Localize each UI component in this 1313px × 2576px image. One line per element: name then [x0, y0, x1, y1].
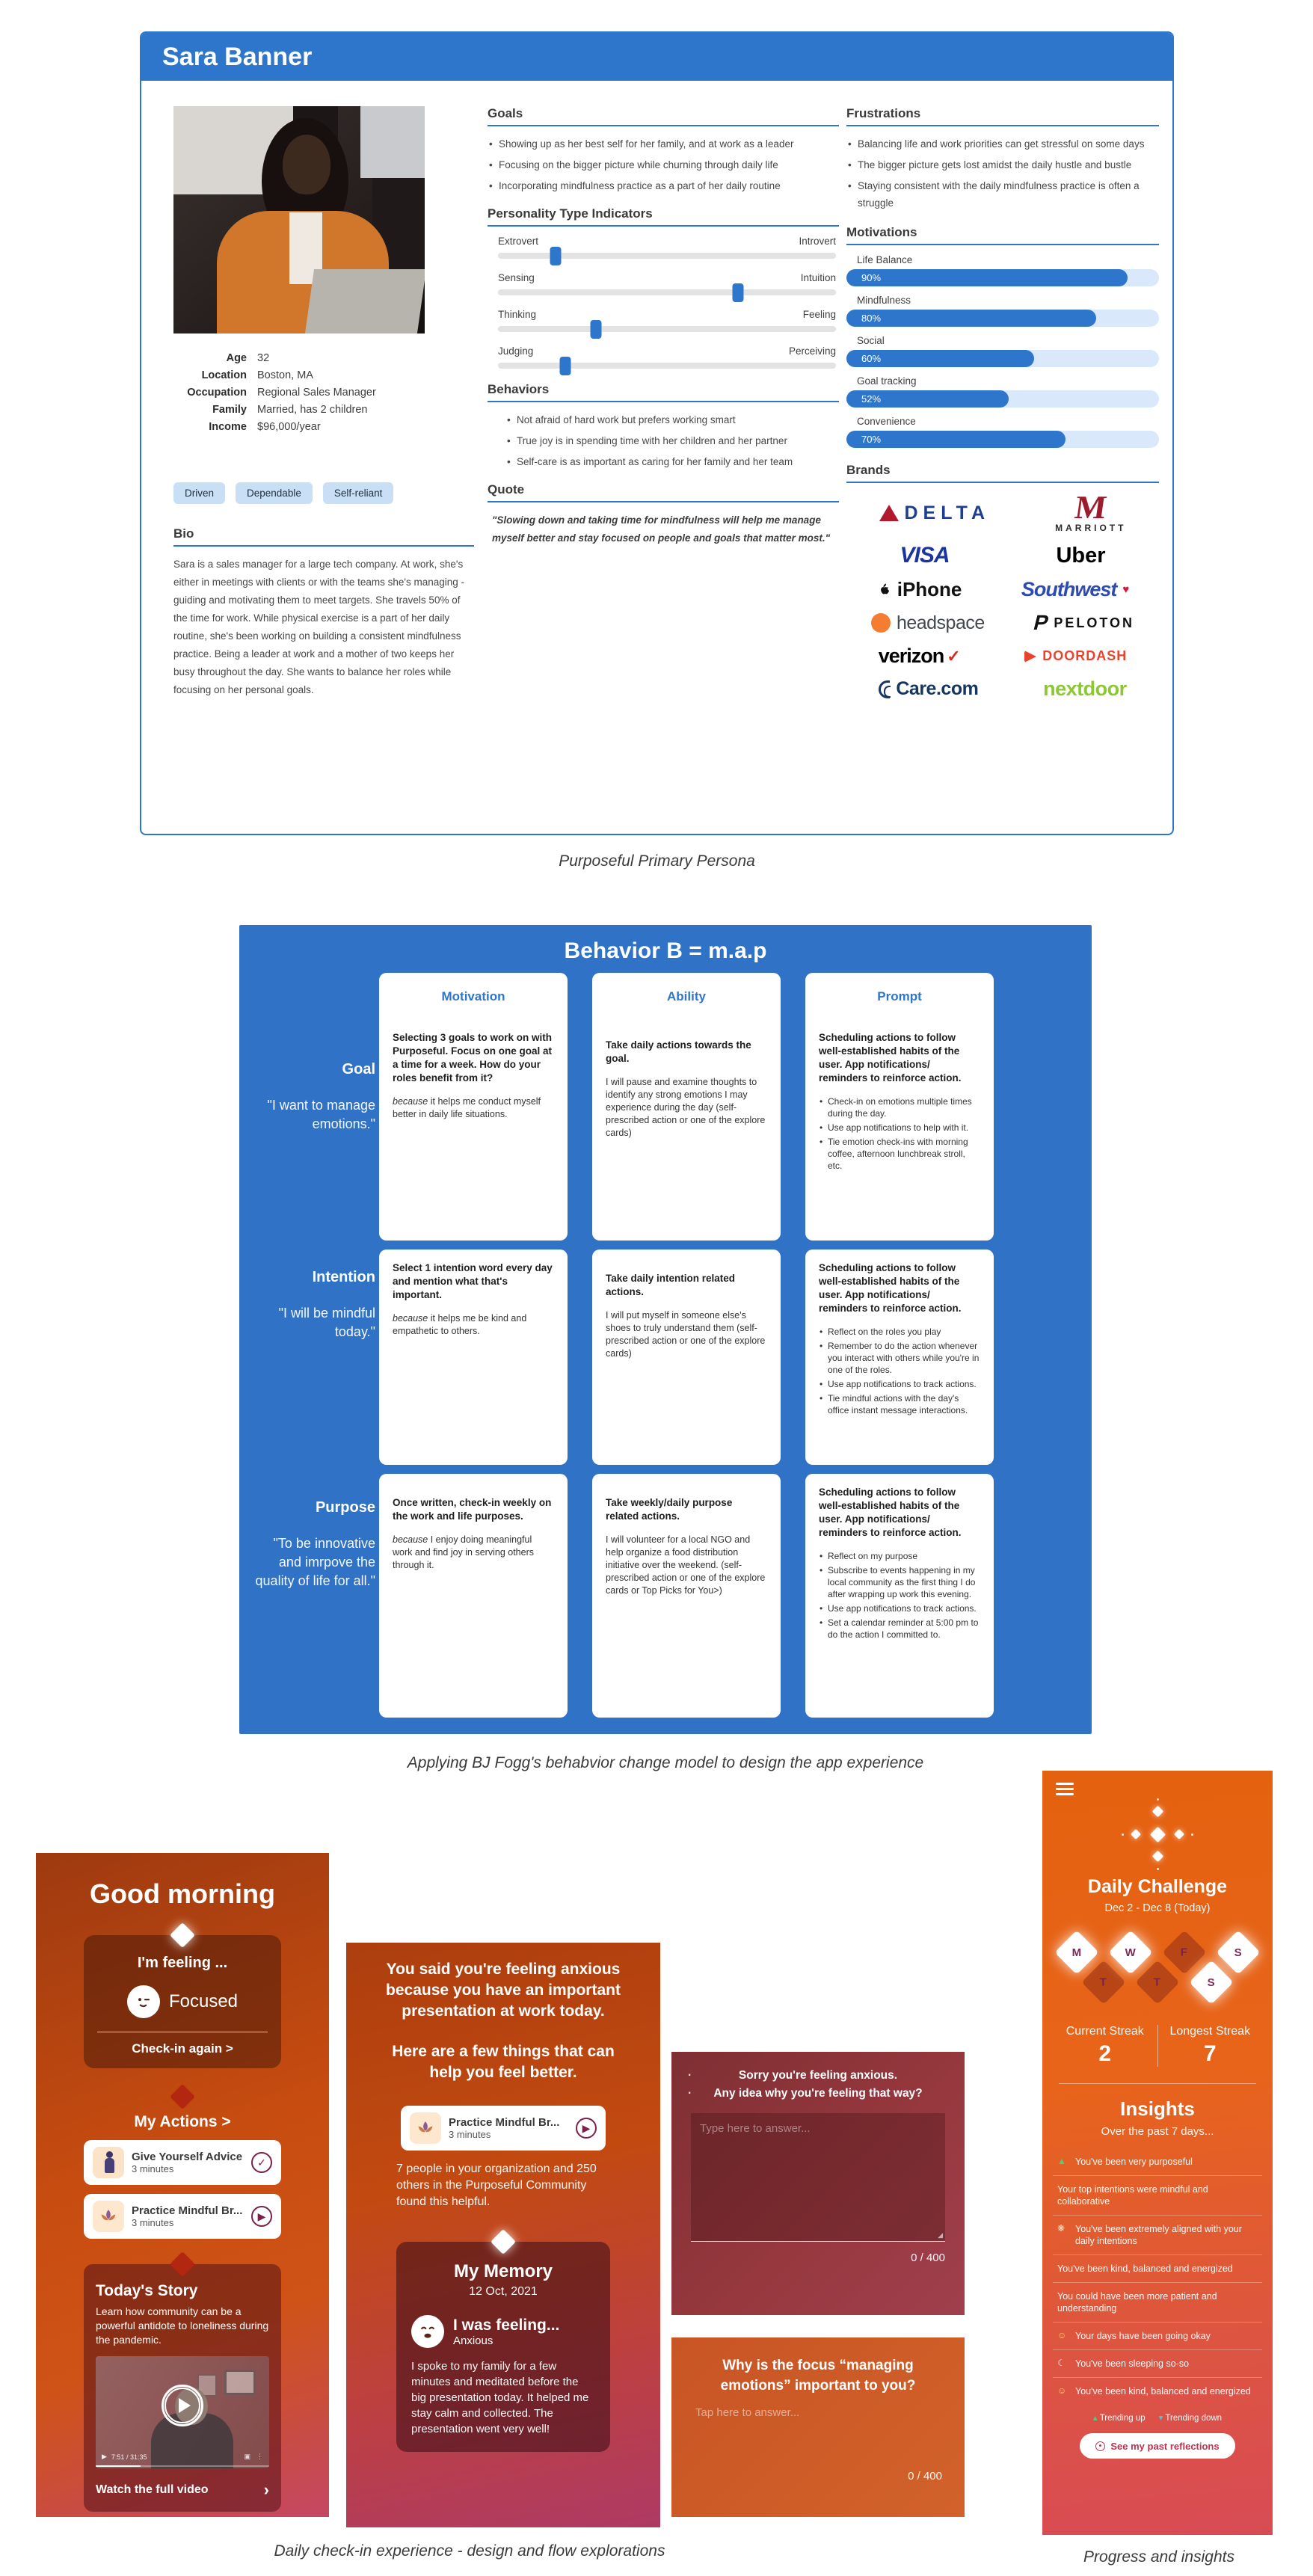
story-description: Learn how community can be a powerful antidote to loneliness during the pandemic. — [96, 2305, 269, 2346]
memory-feeling-label: I was feeling... — [453, 2316, 560, 2334]
delta-logo: DELTA — [879, 502, 991, 524]
answer-textarea[interactable] — [691, 2113, 945, 2242]
demographic-row: Age 32 — [226, 352, 270, 364]
peloton-logo: P PELOTON — [1030, 611, 1135, 634]
cell-goal-prompt: Prompt Scheduling actions to follow well-established habits of the user. App notifications/ reminders to reinforce action. • Check-in on emotions multiple times during the day. • Use app notifications to help with it. • Tie emotion check-ins with morning coffee, afternoon lunchbreak stroll, etc. — [805, 973, 994, 1241]
column-header-ability: Ability — [667, 989, 706, 1003]
row-label-intention: Intention "I will be mindful today." — [278, 1269, 375, 1339]
goals-list — [488, 135, 839, 194]
frustrations-list — [846, 135, 1159, 212]
phone-progress-insights — [1042, 1771, 1273, 2535]
behavior-item: • True joy is in spending time with her children and her partner — [505, 432, 839, 449]
bio-text: Sara is a sales manager for a large tech company. At work, she's either in meetings with clients or with the teams she's managing - guiding and motivating them to meet targets. She travels 50% of the time for work. While physical exercise is a part of her daily routine, she's been working on building a consistent mindfulness practice. Being a leader at work and a mother of two keeps her busy throughout the day. She wants to balance her roles while focusing on her personal goals. — [173, 559, 465, 695]
reflections-icon — [1095, 2441, 1105, 2451]
southwest-heart-icon: ♥ — [1122, 583, 1130, 596]
persona-left-column — [173, 106, 474, 699]
persona-photo — [173, 106, 425, 333]
uber-logo: Uber — [1056, 543, 1106, 568]
slider-track — [498, 253, 836, 259]
goal-item: • Showing up as her best self for her family, and at work as a leader — [488, 135, 839, 153]
screen-sorry-anxious — [671, 2052, 965, 2315]
trait-tag: Self-reliant — [323, 482, 394, 504]
row-label-purpose: Purpose "To be innovative and imrpove the quality of life for all." — [255, 1499, 375, 1588]
visa-logo: VISA — [900, 543, 950, 568]
bar-fill — [846, 431, 1066, 448]
bio-heading: Bio — [173, 526, 474, 547]
video-play-icon[interactable] — [162, 2385, 203, 2426]
row-label-goal: Goal "I want to manage emotions." — [267, 1061, 375, 1131]
behaviors-heading: Behaviors — [488, 382, 839, 402]
verizon-check-icon: ✓ — [947, 646, 961, 665]
smiley-face-icon: ☺ — [1057, 2385, 1067, 2396]
bar-value: 70% — [861, 434, 882, 445]
slider-track — [498, 363, 836, 369]
insight-row: You've been kind, balanced and energized — [1053, 2254, 1262, 2282]
feeling-card[interactable] — [84, 1935, 281, 2068]
motivation-bar-life-balance: Life Balance 90% — [846, 254, 1159, 286]
person-head — [283, 135, 330, 194]
app-logo-icon — [1122, 1798, 1193, 1870]
trait-tags — [173, 482, 474, 504]
frustration-item: • Staying consistent with the daily mindfulness practice is often a struggle — [846, 177, 1159, 212]
slider-left-label: Sensing — [498, 272, 535, 283]
my-memory-card — [396, 2242, 610, 2452]
care-com-logo: Care.com — [879, 678, 978, 700]
motivation-bar-mindfulness: Mindfulness 80% — [846, 295, 1159, 327]
motivation-because: because it helps me conduct myself better in daily life situations. — [393, 1096, 541, 1119]
action-card-breathing[interactable]: Practice Mindful Br... 3 minutes ▶ — [84, 2194, 281, 2239]
smiley-face-icon: ☺ — [1057, 2330, 1067, 2340]
bar-track — [846, 269, 1159, 286]
persona-caption: Purposeful Primary Persona — [559, 852, 755, 870]
cell-intention-motivation: Select 1 intention word every day and mention what that's important. because it helps me be kind and empathetic to others. — [379, 1249, 568, 1465]
trait-tag: Dependable — [236, 482, 313, 504]
goals-heading: Goals — [488, 106, 839, 126]
persona-right-column — [846, 106, 1159, 710]
chevron-right-icon: › — [263, 2480, 269, 2499]
mood-value: Focused — [168, 1991, 239, 2011]
slider-left-label: Judging — [498, 345, 534, 357]
fogg-title: Behavior B = m.a.p — [564, 938, 767, 963]
personality-slider-sensing — [488, 272, 839, 295]
day-diamond[interactable]: W — [1108, 1930, 1152, 1974]
social-proof-text: 7 people in your organization and 250 others in the Purposeful Community found this helpful. — [396, 2162, 597, 2208]
personality-heading: Personality Type Indicators — [488, 206, 839, 227]
marriott-logo: M MARRIOTT — [1055, 489, 1127, 533]
frustration-item: • Balancing life and work priorities can get stressful on some days — [846, 135, 1159, 153]
doordash-logo: DOORDASH — [1024, 648, 1127, 664]
cell-purpose-motivation: Once written, check-in weekly on the work and life purposes. because I enjoy doing meaningful work and find joy in serving others through it. — [379, 1474, 568, 1718]
longest-streak: Longest Streak 7 — [1157, 2025, 1263, 2067]
insight-row: ❋ You've been extremely aligned with your daily intentions — [1053, 2215, 1262, 2254]
bar-value: 52% — [861, 393, 882, 405]
verizon-logo: verizon ✓ — [878, 645, 961, 667]
action-card-advice[interactable]: Give Yourself Advice 3 minutes ✓ — [84, 2140, 281, 2185]
prompt-list: • Check-in on emotions multiple times during the day. • Use app notifications to help with it. • Tie emotion check-ins with morning coffee, afternoon lunchbreak stroll, etc. — [819, 1095, 980, 1172]
headspace-logo: headspace — [871, 612, 985, 634]
slider-left-label: Extrovert — [498, 236, 539, 247]
play-glyph-icon[interactable]: ▶ — [102, 2453, 107, 2460]
diamond-icon — [170, 2084, 195, 2109]
mood-row[interactable] — [97, 1985, 268, 2018]
play-icon[interactable]: ▶ — [576, 2118, 597, 2139]
headspace-dot-icon — [871, 613, 891, 633]
behaviors-list — [488, 411, 839, 470]
week-day-diamonds — [1053, 1937, 1262, 2017]
memory-title: My Memory — [453, 2261, 553, 2281]
slider-left-label: Thinking — [498, 309, 537, 320]
demographic-row: Income $96,000/year — [209, 421, 321, 433]
daily-challenge-title: Daily Challenge — [1087, 1876, 1228, 1897]
care-swirl-icon — [879, 680, 890, 698]
frustrations-heading: Frustrations — [846, 106, 1159, 126]
iphone-logo: iPhone — [876, 578, 962, 601]
cell-intention-ability: Take daily intention related actions. I will put myself in someone else's shoes to truly understand them (self-prescribed action or one of the explore cards) — [592, 1249, 781, 1465]
demographics — [173, 350, 474, 436]
lotus-icon — [410, 2112, 441, 2144]
behavior-item: • Not afraid of hard work but prefers working smart — [505, 411, 839, 428]
demographic-row: Location Boston, MA — [201, 369, 313, 381]
wall-frame — [224, 2370, 256, 2395]
car-window-2 — [360, 106, 425, 178]
insights-title: Insights — [1120, 2097, 1195, 2120]
trending-up-icon: ▲ — [1057, 2156, 1066, 2166]
persona-card — [140, 31, 1174, 835]
insight-row: ▲ You've been very purposeful — [1057, 2156, 1193, 2167]
bar-track — [846, 390, 1159, 408]
column-header-motivation: Motivation — [441, 989, 505, 1003]
sorry-line-2: · Any idea why you're feeling that way? — [691, 2085, 945, 2103]
peloton-p-icon: P — [1030, 611, 1051, 634]
insight-row: ☾ You've been sleeping so-so — [1053, 2349, 1262, 2377]
prompt-list: • Reflect on the roles you play • Remember to do the action whenever you interact with others while you're in one of the roles. • Use app notifications to track actions. • Tie mindful actions with the day's office instant message interactions. — [819, 1326, 980, 1416]
sparkle-icon: ❋ — [1057, 2223, 1066, 2234]
behavior-item: • Self-care is as important as caring for her family and her team — [505, 453, 839, 470]
quote-text: "Slowing down and taking time for mindfulness will help me manage myself better and stay focused on people and goals that matter most." — [492, 514, 830, 544]
slider-thumb — [550, 247, 561, 265]
focused-face-icon — [127, 1985, 160, 2018]
apple-icon — [876, 581, 891, 599]
check-icon[interactable]: ✓ — [251, 2152, 272, 2173]
phone-anxious-flow — [346, 1943, 660, 2527]
watch-full-video-link[interactable]: Watch the full video › — [96, 2480, 269, 2499]
bar-track — [846, 431, 1159, 448]
motivations-heading: Motivations — [846, 225, 1159, 245]
slider-right-label: Perceiving — [788, 345, 836, 357]
todays-story-card — [84, 2264, 281, 2512]
bar-fill — [846, 310, 1096, 327]
bar-fill — [846, 390, 1009, 408]
insight-row: Your top intentions were mindful and collaborative — [1053, 2175, 1262, 2215]
person-illustration-icon — [93, 2147, 124, 2178]
bar-track — [846, 310, 1159, 327]
day-diamond[interactable]: F — [1162, 1930, 1206, 1974]
current-streak: Current Streak 2 — [1066, 2025, 1144, 2066]
persona-name: Sara Banner — [141, 33, 1172, 81]
progress-caption: Progress and insights — [1083, 2548, 1234, 2566]
trending-up-icon: ▴ — [1092, 2414, 1098, 2423]
see-reflections-button[interactable]: See my past reflections — [1080, 2433, 1235, 2459]
marriott-m-icon: M — [1072, 489, 1110, 526]
fullscreen-icon[interactable]: ▣ — [244, 2453, 250, 2460]
insight-rows — [1053, 2148, 1262, 2405]
story-title: Today's Story — [96, 2282, 198, 2299]
answer-textarea[interactable] — [694, 2396, 942, 2460]
motivation-because: because it helps me be kind and empathetic to others. — [393, 1313, 527, 1336]
day-diamond[interactable]: T — [1081, 1960, 1125, 2004]
insight-row: ☺ Your days have been going okay — [1053, 2322, 1262, 2349]
divider — [1059, 2083, 1256, 2084]
phone-good-morning — [36, 1853, 329, 2517]
help-message: Here are a few things that can help you feel better. — [392, 2043, 615, 2081]
hamburger-menu-icon[interactable] — [1056, 1783, 1074, 1795]
date-range: Dec 2 - Dec 8 (Today) — [1104, 1902, 1211, 1914]
anxious-face-icon — [411, 2315, 444, 2348]
streaks-row — [1053, 2025, 1262, 2067]
day-diamond[interactable]: S — [1189, 1960, 1233, 2004]
slider-right-label: Introvert — [799, 236, 836, 247]
memory-date: 12 Oct, 2021 — [469, 2285, 538, 2298]
demographic-row: Family Married, has 2 children — [212, 404, 368, 416]
lotus-icon — [93, 2201, 124, 2232]
fogg-model-table — [239, 925, 1092, 1734]
play-icon[interactable]: ▶ — [251, 2206, 272, 2227]
feeling-label: I'm feeling ... — [137, 1955, 228, 1971]
greeting-title: Good morning — [90, 1878, 275, 1909]
quote-heading: Quote — [488, 482, 839, 502]
insight-row: ☺ You've been kind, balanced and energized — [1053, 2377, 1262, 2405]
southwest-logo: Southwest ♥ — [1021, 578, 1130, 600]
bar-track — [846, 350, 1159, 367]
motivation-bar-convenience: Convenience 70% — [846, 416, 1159, 448]
trending-down-icon: ▾ — [1158, 2414, 1163, 2423]
goal-item: • Focusing on the bigger picture while churning through daily life — [488, 156, 839, 173]
personality-slider-thinking — [488, 309, 839, 332]
slider-thumb — [591, 320, 602, 339]
bar-fill — [846, 269, 1128, 286]
bar-value: 90% — [861, 272, 882, 283]
brands-heading: Brands — [846, 463, 1159, 483]
video-controls[interactable] — [96, 2453, 269, 2461]
frustration-item: • The bigger picture gets lost amidst the daily hustle and bustle — [846, 156, 1159, 173]
fogg-caption: Applying BJ Fogg's behabvior change model to design the app experience — [407, 1754, 924, 1771]
nextdoor-logo: nextdoor — [1043, 677, 1127, 700]
cell-purpose-prompt: Scheduling actions to follow well-established habits of the user. App notifications/ reminders to reinforce action. • Reflect on my purpose • Subscribe to events happening in my local community as the first thing I do after wrapping up work this evening. • Use app notifications to track actions. • Set a calendar reminder at 5:00 pm to do the action I committed to. — [805, 1474, 994, 1718]
slider-thumb — [732, 283, 743, 302]
video-progress-bar[interactable] — [96, 2465, 269, 2467]
demographic-row: Occupation Regional Sales Manager — [187, 387, 376, 399]
goal-item: • Incorporating mindfulness practice as a part of her daily routine — [488, 177, 839, 194]
persona-middle-column — [488, 106, 839, 547]
day-diamond[interactable]: M — [1054, 1930, 1098, 1974]
kebab-menu-icon[interactable]: ⋮ — [256, 2453, 263, 2460]
cell-goal-ability: Ability Take daily actions towards the goal. I will pause and examine thoughts to identify any strong emotions I may experience during the day (self-prescribed action or one of the explore cards) — [592, 973, 781, 1241]
bar-value: 80% — [861, 313, 882, 324]
doordash-arrow-icon — [1024, 651, 1036, 663]
day-diamond[interactable]: S — [1216, 1930, 1260, 1974]
column-header-prompt: Prompt — [877, 989, 922, 1003]
trait-tag: Driven — [173, 482, 225, 504]
action-card-breathing[interactable]: Practice Mindful Br... 3 minutes ▶ — [401, 2106, 606, 2151]
my-actions-link[interactable]: My Actions > — [134, 2113, 231, 2130]
slider-right-label: Intuition — [800, 272, 836, 283]
char-counter: 0 / 400 — [911, 2251, 945, 2264]
video-time: 7:51 / 31:35 — [111, 2453, 147, 2461]
brands-grid — [846, 489, 1159, 701]
memory-mood: Anxious — [453, 2334, 493, 2347]
checkin-caption: Daily check-in experience - design and flow explorations — [274, 2542, 665, 2560]
personality-slider-judging — [488, 345, 839, 369]
laptop — [305, 269, 425, 333]
story-video[interactable] — [96, 2356, 269, 2468]
cell-goal-motivation: Motivation Selecting 3 goals to work on with Purposeful. Focus on one goal at a time for a week. How do your roles benefit from it? because it helps me conduct myself better in daily life situations. — [379, 973, 568, 1241]
resize-handle-icon[interactable]: ◢ — [938, 2231, 943, 2239]
cell-intention-prompt: Scheduling actions to follow well-established habits of the user. App notifications/ reminders to reinforce action. • Reflect on the roles you play • Remember to do the action whenever you interact with others while you're in one of the roles. • Use app notifications to track actions. • Tie mindful actions with the day's office instant message interactions. — [805, 1249, 994, 1465]
day-diamond[interactable]: T — [1135, 1960, 1179, 2004]
bar-fill — [846, 350, 1034, 367]
insights-subtitle: Over the past 7 days... — [1101, 2125, 1214, 2138]
sorry-line-1: · Sorry you're feeling anxious. — [691, 2067, 945, 2085]
check-in-again-link[interactable]: Check-in again > — [132, 2041, 233, 2056]
trend-legend: ▴ Trending up ▾ Trending down — [1092, 2414, 1223, 2423]
bar-value: 60% — [861, 353, 882, 364]
cell-purpose-ability: Take weekly/daily purpose related actions. I will volunteer for a local NGO and help organize a food distribution initiative over the weekend. (self-prescribed action or one of the explore cards or Top Picks for You>) — [592, 1474, 781, 1718]
why-question: Why is the focus “managing emotions” important to you? — [720, 2358, 916, 2394]
slider-track — [498, 289, 836, 295]
slider-track — [498, 326, 836, 332]
delta-triangle-icon — [879, 505, 899, 521]
slider-right-label: Feeling — [802, 309, 836, 320]
anxious-message: You said you're feeling anxious because you have an important presentation at work today. — [386, 1961, 621, 2020]
slider-thumb — [560, 357, 571, 375]
memory-note: I spoke to my family for a few minutes and meditated before the big presentation today. It helped me stay calm and collected. The presentation went very well! — [411, 2360, 589, 2435]
personality-slider-extrovert — [488, 236, 839, 259]
insight-row: You could have been more patient and understanding — [1053, 2282, 1262, 2322]
screen-why-focus — [671, 2337, 965, 2517]
motivation-bar-social: Social 60% — [846, 335, 1159, 367]
motivation-because: because I enjoy doing meaningful work and find joy in serving others through it. — [393, 1534, 534, 1570]
char-counter: 0 / 400 — [908, 2470, 942, 2483]
sleep-moon-icon: ☾ — [1057, 2358, 1066, 2368]
motivation-bar-goal-tracking: Goal tracking 52% — [846, 375, 1159, 408]
prompt-list: • Reflect on my purpose • Subscribe to events happening in my local community as the first thing I do after wrapping up work this evening. • Use app notifications to track actions. • Set a calendar reminder at 5:00 pm to do the action I committed to. — [819, 1550, 980, 1641]
